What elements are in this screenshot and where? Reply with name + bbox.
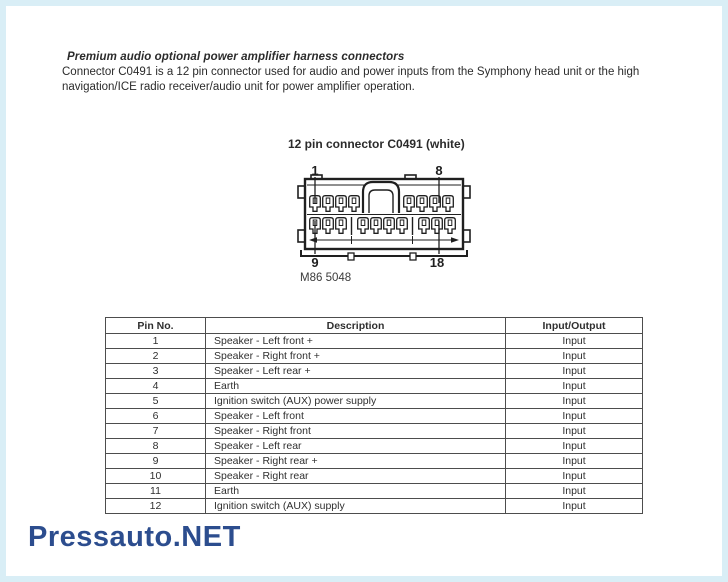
table-row bbox=[106, 439, 643, 454]
description-cell: Earth bbox=[206, 484, 506, 499]
description-cell: Speaker - Right rear bbox=[206, 469, 506, 484]
input-output-cell: Input bbox=[506, 394, 643, 409]
pin-number-cell: 12 bbox=[106, 499, 206, 514]
diagram-title: 12 pin connector C0491 (white) bbox=[288, 137, 465, 151]
description-cell: Speaker - Right rear + bbox=[206, 454, 506, 469]
pin-label-top-left: 1 bbox=[311, 163, 319, 178]
connector-latch bbox=[363, 182, 399, 213]
pin-table bbox=[105, 317, 643, 514]
pin-number-cell: 6 bbox=[106, 409, 206, 424]
figure-reference: M86 5048 bbox=[300, 272, 352, 284]
pin-number-cell: 10 bbox=[106, 469, 206, 484]
input-output-cell: Input bbox=[506, 334, 643, 349]
pin-number-cell: 9 bbox=[106, 454, 206, 469]
description-cell: Speaker - Left front + bbox=[206, 334, 506, 349]
description-cell: Earth bbox=[206, 379, 506, 394]
pin-number-cell: 2 bbox=[106, 349, 206, 364]
table-row bbox=[106, 394, 643, 409]
body-text-line-1: Connector C0491 is a 12 pin connector used for audio and power inputs from the Symphony head unit or the high bbox=[62, 66, 640, 78]
table-row bbox=[106, 454, 643, 469]
pin-label-top-right: 8 bbox=[435, 163, 443, 178]
input-output-cell: Input bbox=[506, 379, 643, 394]
description-cell: Ignition switch (AUX) power supply bbox=[206, 394, 506, 409]
description-cell: Speaker - Right front bbox=[206, 424, 506, 439]
pin-number-cell: 5 bbox=[106, 394, 206, 409]
description-header: Description bbox=[206, 318, 506, 334]
table-row bbox=[106, 349, 643, 364]
pin-number-cell: 3 bbox=[106, 364, 206, 379]
table-row bbox=[106, 484, 643, 499]
pin-label-bottom-right: 18 bbox=[429, 255, 445, 270]
input-output-cell: Input bbox=[506, 454, 643, 469]
pin-table-body bbox=[106, 334, 643, 514]
pin-number-cell: 11 bbox=[106, 484, 206, 499]
input-output-header: Input/Output bbox=[506, 318, 643, 334]
pin-no-header: Pin No. bbox=[106, 318, 206, 334]
pin-number-cell: 4 bbox=[106, 379, 206, 394]
description-cell: Speaker - Left front bbox=[206, 409, 506, 424]
connector-diagram bbox=[293, 155, 473, 287]
table-row bbox=[106, 409, 643, 424]
input-output-cell: Input bbox=[506, 364, 643, 379]
table-row bbox=[106, 364, 643, 379]
table-header-row bbox=[106, 318, 643, 334]
pin-label-bottom-left: 9 bbox=[311, 255, 319, 270]
pin-number-cell: 1 bbox=[106, 334, 206, 349]
description-cell: Ignition switch (AUX) supply bbox=[206, 499, 506, 514]
table-row bbox=[106, 379, 643, 394]
input-output-cell: Input bbox=[506, 484, 643, 499]
header-text-block bbox=[62, 50, 690, 95]
watermark: Pressauto.NET bbox=[28, 521, 241, 553]
table-row bbox=[106, 469, 643, 484]
input-output-cell: Input bbox=[506, 349, 643, 364]
description-cell: Speaker - Left rear + bbox=[206, 364, 506, 379]
input-output-cell: Input bbox=[506, 499, 643, 514]
input-output-cell: Input bbox=[506, 409, 643, 424]
pin-number-cell: 8 bbox=[106, 439, 206, 454]
description-cell: Speaker - Right front + bbox=[206, 349, 506, 364]
section-heading: Premium audio optional power amplifier harness connectors bbox=[67, 51, 405, 63]
input-output-cell: Input bbox=[506, 439, 643, 454]
table-row bbox=[106, 499, 643, 514]
body-text-line-2: navigation/ICE radio receiver/audio unit for power amplifier operation. bbox=[62, 81, 415, 93]
pin-number-cell: 7 bbox=[106, 424, 206, 439]
description-cell: Speaker - Left rear bbox=[206, 439, 506, 454]
input-output-cell: Input bbox=[506, 469, 643, 484]
table-row bbox=[106, 334, 643, 349]
input-output-cell: Input bbox=[506, 424, 643, 439]
table-row bbox=[106, 424, 643, 439]
